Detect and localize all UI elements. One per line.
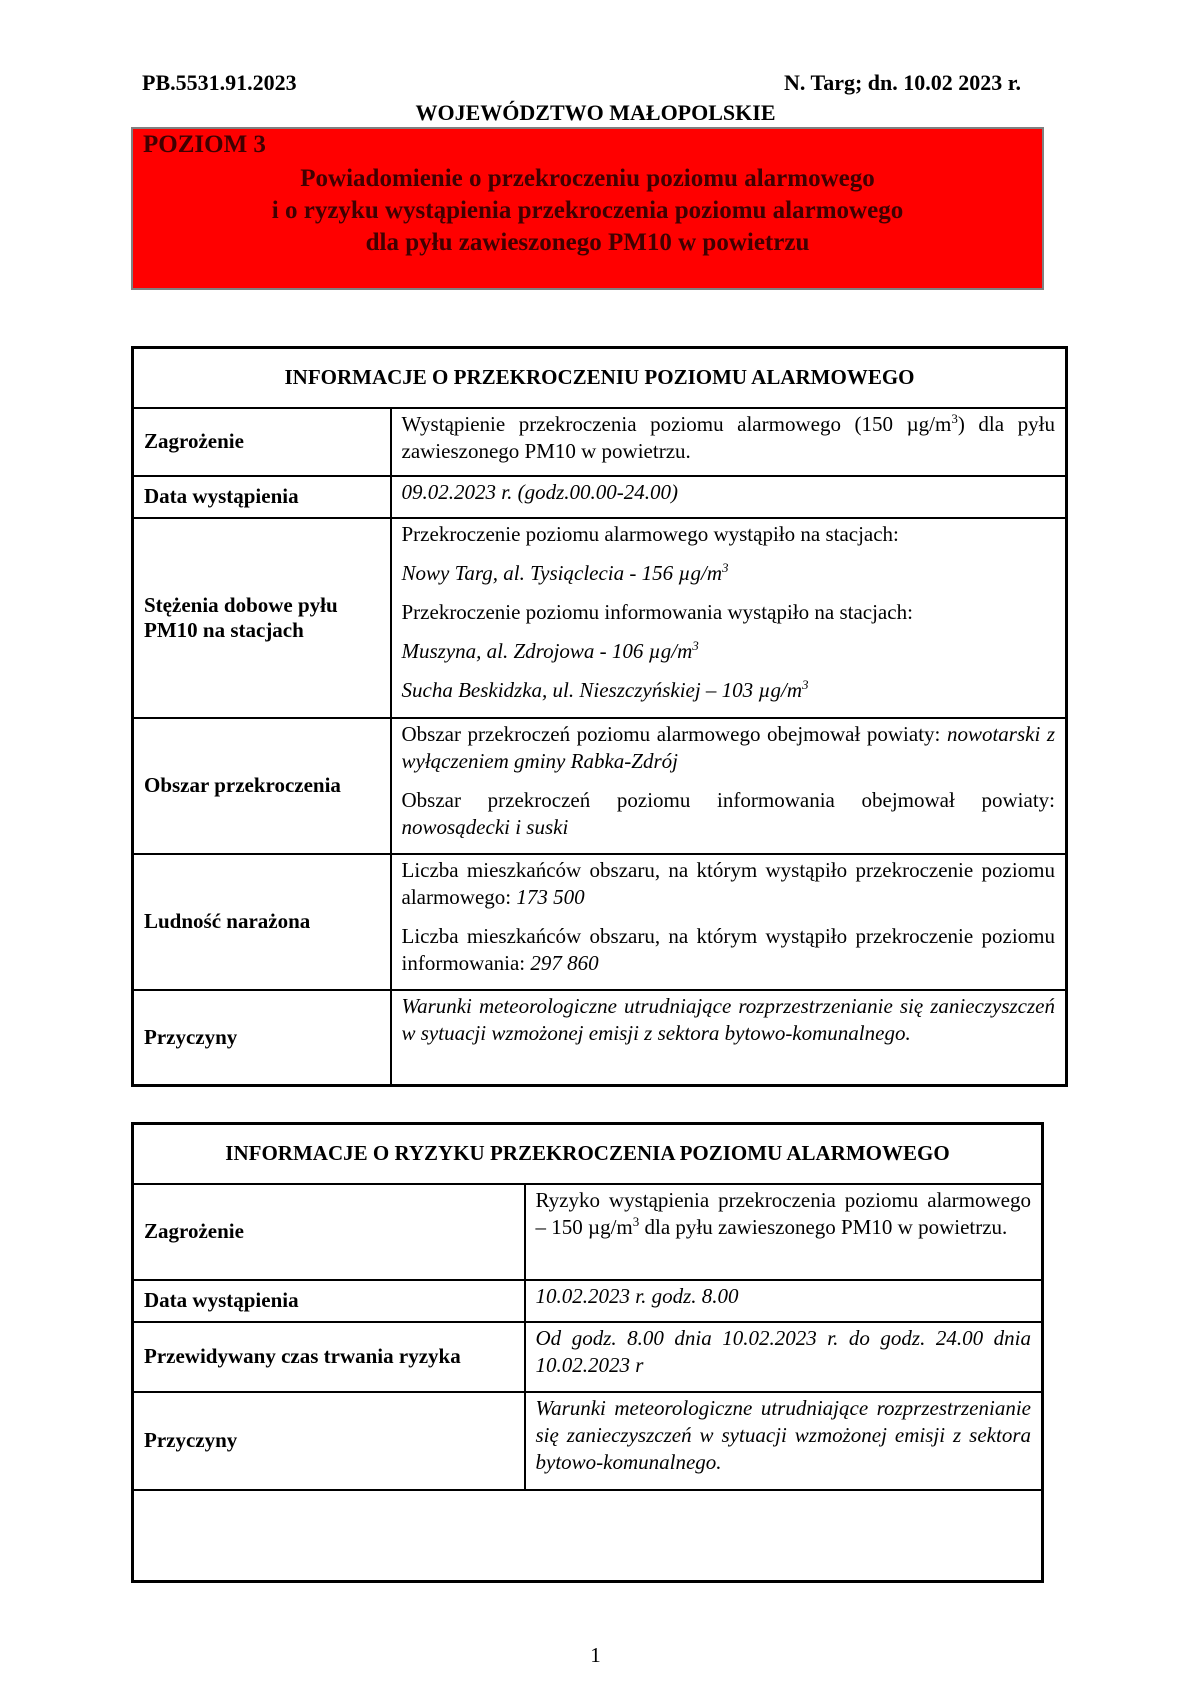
alert-title-line: i o ryzyku wystąpienia przekroczenia poziomu alarmowego bbox=[271, 197, 904, 224]
info-station: Muszyna, al. Zdrojowa - 106 $\mu g/m^3$ bbox=[401, 637, 699, 663]
risk-duration-label: Przewidywany czas trwania ryzyka bbox=[133, 1322, 525, 1392]
info-station: Sucha Beskidzka, ul. Nieszczyńskiej – 103 $\mu g/m^3$ bbox=[401, 676, 809, 702]
date-label: Data wystąpienia bbox=[133, 476, 391, 518]
risk-threat-value: Ryzyko wystąpienia przekroczenia poziomu alarmowego – 150 $\mu g/m^3$ dla pyłu zawieszonego PM10 w powietrzu. bbox=[525, 1184, 1043, 1280]
risk-cause-value: Warunki meteorologiczne utrudniające rozprzestrzenianie się zanieczyszczeń w sytuacji wzmożonej emisji z sektora bytowo-komunalnego. bbox=[525, 1392, 1043, 1490]
population-label: Ludność narażona bbox=[133, 854, 391, 990]
alarm-station: Nowy Targ, al. Tysiąclecia - 156 $\mu g/m^3$ bbox=[401, 559, 729, 585]
alert-level: POZIOM 3 bbox=[143, 131, 266, 158]
threat-label: Zagrożenie bbox=[133, 408, 391, 476]
info-stations-intro: Przekroczenie poziomu informowania wystąpiło na stacjach: bbox=[401, 599, 913, 624]
risk-date-label: Data wystąpienia bbox=[133, 1280, 525, 1322]
risk-threat-label: Zagrożenie bbox=[133, 1184, 525, 1280]
area-value: Obszar przekroczeń poziomu alarmowego obejmował powiaty: nowotarski z wyłączeniem gminy Rabka-Zdrój Obszar przekroczeń poziomu informowania obejmował powiaty: nowosądecki i suski bbox=[391, 718, 1067, 854]
region-heading: WOJEWÓDZTWO MAŁOPOLSKIE bbox=[415, 100, 776, 125]
risk-date-value: 10.02.2023 r. godz. 8.00 bbox=[525, 1280, 1043, 1322]
document-date: N. Targ; dn. 10.02 2023 r. bbox=[784, 70, 1021, 95]
risk-cause-label: Przyczyny bbox=[133, 1392, 525, 1490]
concentration-label: Stężenia dobowe pyłu PM10 na stacjach bbox=[133, 518, 391, 718]
risk-table-heading: INFORMACJE O RYZYKU PRZEKROCZENIA POZIOMU ALARMOWEGO bbox=[133, 1124, 1043, 1184]
document-reference: PB.5531.91.2023 bbox=[142, 70, 297, 95]
alert-banner bbox=[131, 127, 1044, 290]
risk-table bbox=[131, 1122, 1044, 1583]
concentration-value bbox=[391, 518, 1067, 718]
date-value: 09.02.2023 r. (godz.00.00-24.00) bbox=[391, 476, 1067, 518]
threat-value: Wystąpienie przekroczenia poziomu alarmowego (150 $\mu g/m^3$) dla pyłu zawieszonego PM10 w powietrzu. bbox=[391, 408, 1067, 476]
alert-title-line: Powiadomienie o przekroczeniu poziomu alarmowego bbox=[300, 165, 875, 192]
page-number: 1 bbox=[590, 1643, 601, 1667]
cause-label: Przyczyny bbox=[133, 990, 391, 1086]
cause-value: Warunki meteorologiczne utrudniające rozprzestrzenianie się zanieczyszczeń w sytuacji wzmożonej emisji z sektora bytowo-komunalnego. bbox=[391, 990, 1067, 1086]
alert-title-line: dla pyłu zawieszonego PM10 w powietrzu bbox=[365, 229, 810, 256]
area-label: Obszar przekroczenia bbox=[133, 718, 391, 854]
exceedance-table-heading: INFORMACJE O PRZEKROCZENIU POZIOMU ALARMOWEGO bbox=[133, 348, 1067, 408]
empty-row bbox=[133, 1490, 1043, 1582]
alarm-stations-intro: Przekroczenie poziomu alarmowego wystąpiło na stacjach: bbox=[401, 521, 899, 546]
exceedance-table bbox=[131, 346, 1068, 1087]
alert-title bbox=[133, 163, 1042, 259]
risk-duration-value: Od godz. 8.00 dnia 10.02.2023 r. do godz. 24.00 dnia 10.02.2023 r bbox=[525, 1322, 1043, 1392]
population-value: Liczba mieszkańców obszaru, na którym wystąpiło przekroczenie poziomu alarmowego: 173 500 Liczba mieszkańców obszaru, na którym wystąpiło przekroczenie poziomu informowania: 297 860 bbox=[391, 854, 1067, 990]
